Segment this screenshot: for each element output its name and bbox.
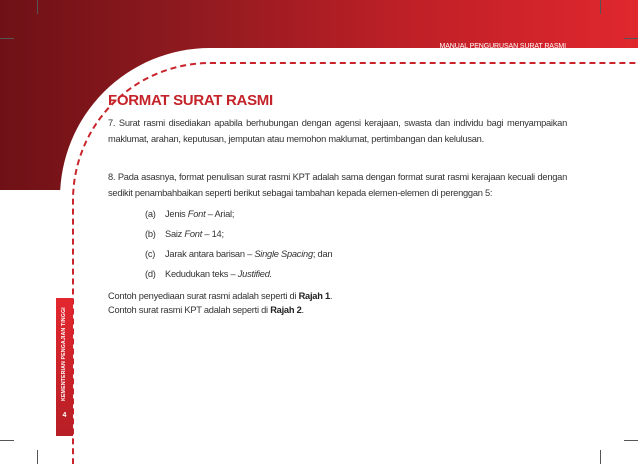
example-text: Contoh surat rasmi KPT adalah seperti di (108, 305, 271, 315)
ministry-label: KEMENTERIAN PENGAJIAN TINGGI (61, 307, 67, 401)
running-header: MANUAL PENGURUSAN SURAT RASMI (439, 43, 566, 50)
list-item (145, 249, 332, 259)
example-line-1 (108, 291, 332, 301)
list-text: Jenis (165, 209, 188, 219)
list-rest: ; dan (312, 249, 333, 259)
example-end: . (301, 305, 304, 315)
section-title: FORMAT SURAT RASMI (108, 92, 273, 109)
crop-mark (0, 440, 14, 441)
crop-mark (624, 38, 638, 39)
crop-mark (600, 0, 601, 14)
list-marker: (a) (145, 209, 156, 219)
paragraph-7: 7. Surat rasmi disediakan apabila berhubungan dengan agensi kerajaan, swasta dan individu bagi menyampaikan maklumat, arahan, keputusan, jemputan atau memohon maklumat, pertimbangan dan kelulusan. (108, 118, 567, 144)
list-text: Jarak antara barisan – (165, 249, 255, 259)
crop-mark (37, 450, 38, 464)
figure-reference: Rajah 1 (298, 291, 330, 301)
example-text: Contoh penyediaan surat rasmi adalah seperti di (108, 291, 299, 301)
crop-mark (0, 38, 14, 39)
example-line-2 (108, 305, 304, 315)
list-item (145, 229, 224, 239)
list-italic: Single Spacing (254, 249, 313, 259)
list-text: Kedudukan teks – (165, 269, 238, 279)
list-item (145, 269, 272, 279)
paragraph-8: 8. Pada asasnya, format penulisan surat rasmi KPT adalah sama dengan format surat rasmi kerajaan kecuali dengan sedikit penambahbaikan seperti berikut sebagai tambahan kepada elemen-elemen di perenggan 5: (108, 172, 567, 198)
list-italic: Font (187, 209, 206, 219)
list-marker: (c) (145, 249, 156, 259)
list-rest: – 14; (202, 229, 224, 239)
list-italic: Justified. (237, 269, 272, 279)
list-marker: (b) (145, 229, 156, 239)
crop-mark (600, 450, 601, 464)
list-marker: (d) (145, 269, 156, 279)
page-number: 4 (62, 412, 67, 419)
list-rest: – Arial; (205, 209, 235, 219)
example-end: . (329, 291, 333, 301)
list-text: Saiz (165, 229, 185, 239)
crop-mark (624, 440, 638, 441)
crop-mark (37, 0, 38, 14)
figure-reference: Rajah 2 (270, 305, 302, 315)
list-item (145, 209, 234, 219)
list-italic: Font (184, 229, 203, 239)
